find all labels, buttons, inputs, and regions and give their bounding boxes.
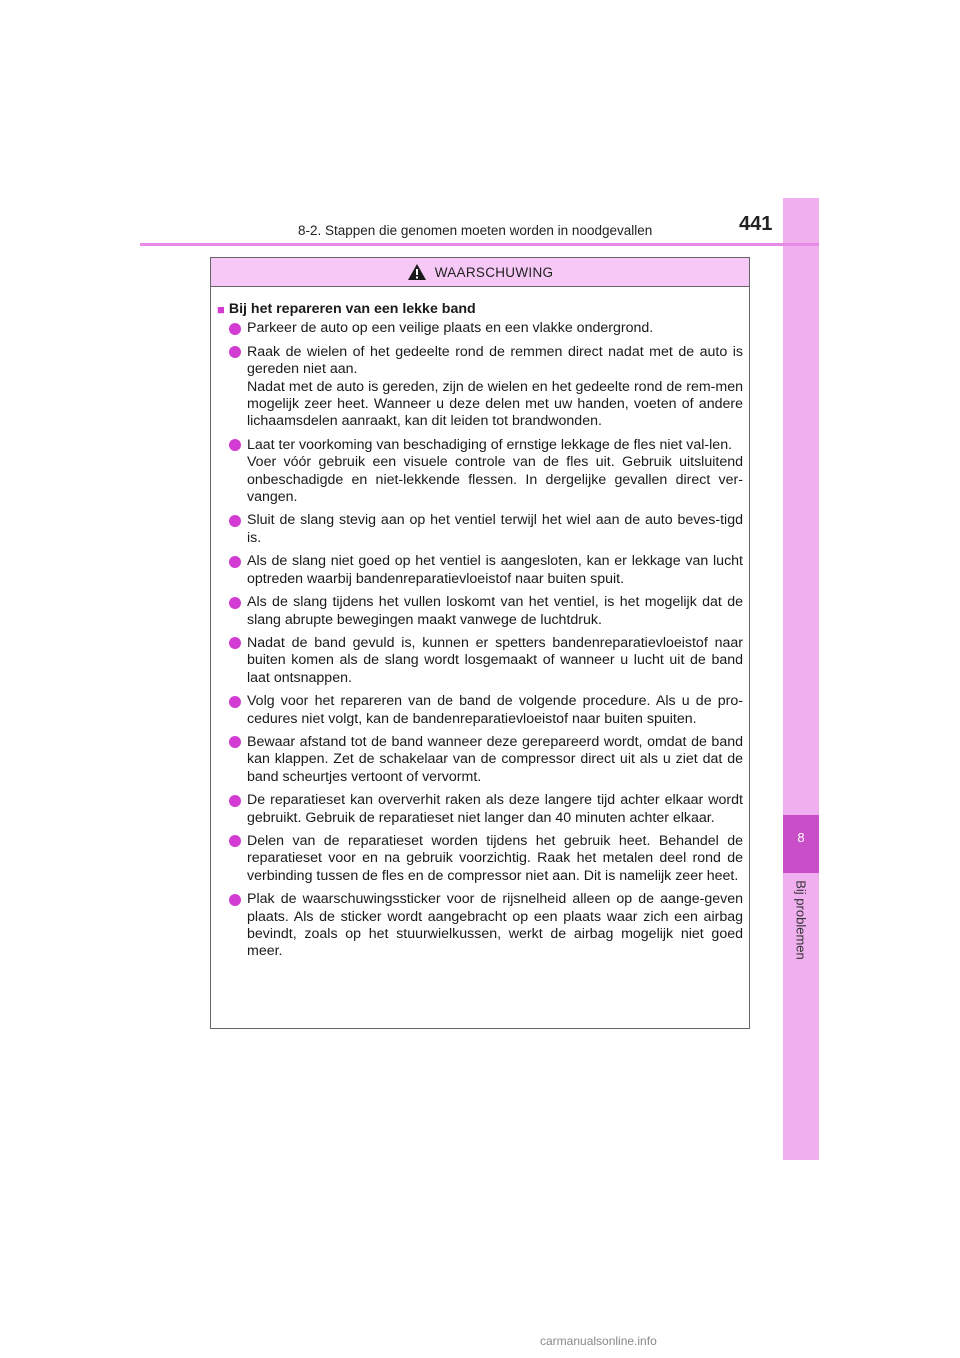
list-item-text: Volg voor het repareren van de band de volgende procedure. Als u de pro-cedures niet volgt, kan de bandenreparatievloeistof naar buiten spuiten. (247, 693, 743, 727)
warning-triangle-icon (407, 263, 427, 281)
bullet-dot-icon (229, 556, 241, 568)
list-item-text: Plak de waarschuwingssticker voor de rijsnelheid alleen op de aange-geven plaats. Als de sticker wordt aangebracht op een plaats waar zich een airbag bevindt, zoals op het stuurwielkussen, werkt de airbag mogelijk niet goed meer. (247, 891, 743, 960)
footer-watermark[interactable]: carmanualsonline.info (540, 1334, 657, 1348)
list-item (217, 891, 743, 961)
list-item-text: Bewaar afstand tot de band wanneer deze gerepareerd wordt, omdat de band kan klappen. Zet de schakelaar van de compressor direct uit als u ziet dat de band scheurtjes vertoont of vervormt. (247, 733, 743, 785)
bullet-dot-icon (229, 795, 241, 807)
warning-box (210, 257, 750, 1029)
list-item (217, 833, 743, 885)
list-item (217, 693, 743, 728)
warning-section-title (217, 301, 743, 318)
bullet-dot-icon (229, 346, 241, 358)
warning-title: WAARSCHUWING (434, 264, 554, 280)
bullet-dot-icon (229, 515, 241, 527)
list-item (217, 553, 743, 588)
bullet-dot-icon (229, 597, 241, 609)
chapter-number: 8 (797, 830, 805, 845)
list-item (217, 594, 743, 629)
warning-header (211, 258, 749, 287)
list-item-text: Raak de wielen of het gedeelte rond de remmen direct nadat met de auto is gereden niet aan. Nadat met de auto is gereden, zijn de wielen en het gedeelte rond de rem-men mogelijk zeer heet. Wanneer u deze delen met uw handen, voeten of andere lichaamsdelen aanraakt, kan dit leiden tot brandwonden. (247, 343, 743, 430)
list-item (217, 734, 743, 786)
bullet-dot-icon (229, 894, 241, 906)
bullet-dot-icon (229, 736, 241, 748)
bullet-dot-icon (229, 323, 241, 335)
list-item-text: Nadat de band gevuld is, kunnen er spetters bandenreparatievloeistof naar buiten komen als de slang wordt losgemaakt of wanneer u lucht uit de band laat ontsnappen. (247, 634, 743, 686)
list-item-text: Parkeer de auto op een veilige plaats en een vlakke ondergrond. (247, 320, 654, 337)
chapter-side-tab (783, 198, 819, 1160)
bullet-dot-icon (229, 835, 241, 847)
list-item (217, 512, 743, 547)
list-item (217, 792, 743, 827)
bullet-dot-icon (229, 439, 241, 451)
chapter-label: Bij problemen (793, 880, 809, 960)
header-rule (140, 243, 819, 246)
list-item-text: Als de slang tijdens het vullen loskomt van het ventiel, is het mogelijk dat de slang abrupte bewegingen maakt vanwege de luchtdruk. (247, 594, 743, 628)
section-header: 8-2. Stappen die genomen moeten worden in noodgevallen (298, 223, 653, 238)
warning-list (217, 320, 743, 960)
list-item (217, 344, 743, 431)
bullet-dot-icon (229, 637, 241, 649)
list-item-text: Sluit de slang stevig aan op het ventiel terwijl het wiel aan de auto beves-tigd is. (247, 512, 743, 546)
list-item (217, 320, 743, 337)
list-item-text: Delen van de reparatieset worden tijdens het gebruik heet. Behandel de reparatieset voor en na gebruik voorzichtig. Raak het metalen deel rond de verbinding tussen de fles en de compressor niet aan. Dit is namelijk zeer heet. (247, 832, 743, 884)
list-item (217, 635, 743, 687)
warning-body (211, 287, 749, 961)
list-item-text: De reparatieset kan oververhit raken als deze langere tijd achter elkaar wordt gebruikt. Gebruik de reparatieset niet langer dan 40 minuten achter elkaar. (247, 792, 743, 826)
list-item-text: Laat ter voorkoming van beschadiging of ernstige lekkage de fles niet val-len. Voer vóór gebruik een visuele controle van de fles uit. Gebruik uitsluitend onbeschadigde en niet-lekkende flessen. In dergelijke gevallen direct ver-vangen. (247, 436, 743, 506)
square-bullet-icon: ■ (217, 302, 225, 317)
list-item-text: Als de slang niet goed op het ventiel is aangesloten, kan er lekkage van lucht optreden waarbij bandenreparatievloeistof naar buiten spuit. (247, 553, 743, 587)
list-item (217, 437, 743, 507)
page-number: 441 (739, 213, 773, 235)
bullet-dot-icon (229, 696, 241, 708)
section-title-text: Bij het repareren van een lekke band (228, 301, 476, 317)
